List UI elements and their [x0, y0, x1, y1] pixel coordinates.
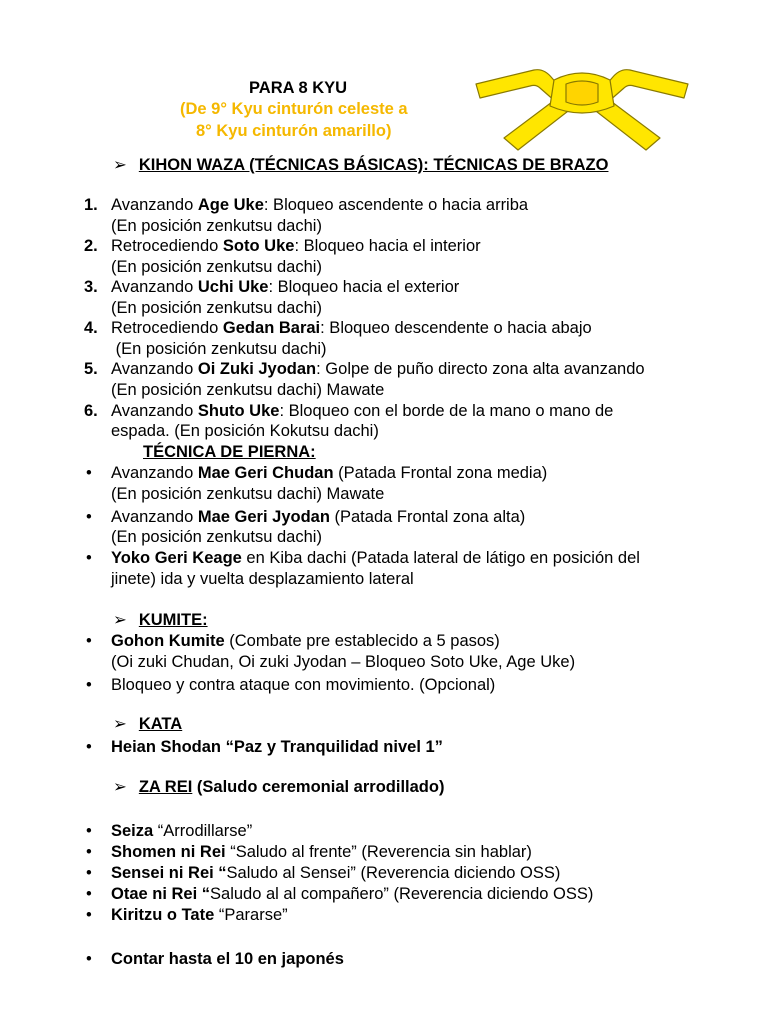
- bullet-icon: •: [86, 508, 92, 526]
- section-heading-zarei: [113, 777, 444, 797]
- section-title: KUMITE:: [138, 611, 208, 629]
- bullet-icon: •: [86, 950, 92, 968]
- section-heading-kumite: [113, 610, 208, 630]
- section-title: KIHON WAZA (TÉCNICAS BÁSICAS): TÉCNICAS DE BRAZO: [138, 156, 609, 174]
- bullet-icon: •: [86, 464, 92, 482]
- arrow-bullet-icon: ➢: [113, 715, 127, 733]
- section-title: KATA: [138, 715, 183, 733]
- document-page: PARA 8 KYU (De 9° Kyu cinturón celeste a 8° Kyu cinturón amarillo) ➢ KIHON WAZA (TÉCNICAS BÁSICAS): TÉCNICAS DE BRAZO 1. Avanzando Age Uke: Bloqueo ascendente o hacia arriba (En posición zenkutsu dachi) 2. Retrocediendo Soto Uke: Bloqueo hacia el interior (En posición zenkutsu dachi) 3. Avanzando Uchi Uke: Bloqueo hacia el exterior (En posición zenkutsu dachi) 4. Retrocediendo Gedan Barai: Bloqueo descendente o hacia abajo (En posición zenkutsu dachi) 5. Avanzando Oi Zuki Jyodan: Golpe de puño directo zona alta avanzando (En posición zenkutsu dachi) Mawate 6. Avanzando Shuto Uke: Bloqueo con el borde de la mano o mano de espada. (En posición Kokutsu dachi) TÉCNICA DE PIERNA: • Avanzando Mae Geri Chudan (Patada Frontal zona media) (En posición zenkutsu dachi) Mawate • Avanzando Mae Geri Jyodan (Patada Frontal zona alta) (En posición zenkutsu dachi) • Yoko Geri Keage en Kiba dachi (Patada lateral de látigo en posición del jinete) ida y vuelta desplazamiento lateral ➢ KUMITE: • Gohon Kumite (Combate pre establecido a 5 pasos) (Oi zuki Chudan, Oi zuki Jyodan – Bloqueo Soto Uke, Age Uke) • Bloqueo y contra ataque con movimiento. (Opcional) ➢ KATA • Heian Shodan “Paz y Tranquilidad nivel 1” ➢ ZA REI (Saludo ceremonial arrodillado) • Seiza “Arrodillarse” • Shomen ni Rei “Saludo al frente” (Reverencia sin hablar) • Sensei ni Rei “Saludo al Sensei” (Reverencia diciendo OSS) • Otae ni Rei “Saludo al al compañero” (Reverencia diciendo OSS) • Kiritzu o Tate “Pararse” • Contar hasta el 10 en japonés: [0, 0, 768, 1024]
- list-item-line2: (En posición zenkutsu dachi): [111, 258, 322, 276]
- list-item-line2: (En posición zenkutsu dachi): [111, 299, 322, 317]
- page-subtitle-line2: 8° Kyu cinturón amarillo): [196, 122, 392, 140]
- section-heading-brazo: [113, 155, 608, 175]
- section-title-rest: (Saludo ceremonial arrodillado): [192, 778, 445, 796]
- list-item-line2: (En posición zenkutsu dachi): [111, 528, 322, 546]
- list-item-line2: (En posición zenkutsu dachi) Mawate: [111, 381, 385, 399]
- list-item-line2: (Oi zuki Chudan, Oi zuki Jyodan – Bloqueo Soto Uke, Age Uke): [111, 653, 576, 671]
- arrow-bullet-icon: ➢: [113, 611, 127, 629]
- bullet-icon: •: [86, 822, 92, 840]
- section-title: ZA REI: [138, 778, 193, 796]
- section-heading-kata: [113, 714, 182, 734]
- bullet-icon: •: [86, 843, 92, 861]
- bullet-icon: •: [86, 864, 92, 882]
- yellow-belt-icon: [474, 62, 690, 156]
- list-item-line2: jinete) ida y vuelta desplazamiento lateral: [111, 570, 414, 588]
- bullet-icon: •: [86, 632, 92, 650]
- bullet-icon: •: [86, 885, 92, 903]
- list-item-line2: espada. (En posición Kokutsu dachi): [111, 422, 379, 440]
- page-title: PARA 8 KYU: [249, 79, 348, 97]
- arrow-bullet-icon: ➢: [113, 156, 127, 174]
- bullet-icon: •: [86, 676, 92, 694]
- section-title-pierna: TÉCNICA DE PIERNA:: [143, 443, 316, 461]
- list-item-line2: (En posición zenkutsu dachi): [111, 340, 327, 358]
- bullet-icon: •: [86, 906, 92, 924]
- bullet-icon: •: [86, 549, 92, 567]
- arrow-bullet-icon: ➢: [113, 778, 127, 796]
- list-item-line2: (En posición zenkutsu dachi): [111, 217, 322, 235]
- page-subtitle-line1: (De 9° Kyu cinturón celeste a: [180, 100, 408, 118]
- list-item-line2: (En posición zenkutsu dachi) Mawate: [111, 485, 385, 503]
- bullet-icon: •: [86, 738, 92, 756]
